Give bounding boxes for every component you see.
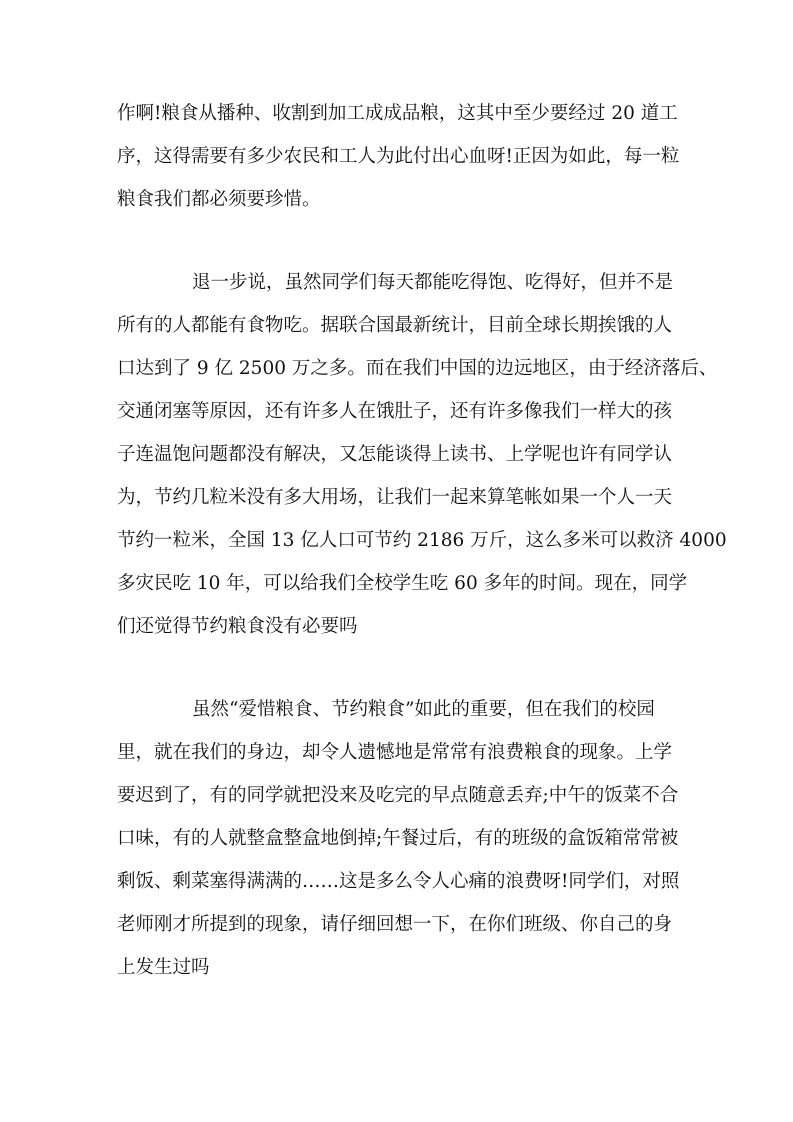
paragraph-2-line-2: 所有的人都能有食物吃。据联合国最新统计，目前全球长期挨饿的人 — [117, 315, 673, 336]
paragraph-1-line-1: 作啊!粮食从播种、收割到加工成成品粮，这其中至少要经过 20 道工 — [117, 103, 678, 124]
paragraph-2-line-1: 退一步说，虽然同学们每天都能吃得饱、吃得好，但并不是 — [192, 272, 674, 293]
paragraph-3-line-6: 老师刚才所提到的现象，请仔细回想一下，在你们班级、你自己的身 — [117, 914, 673, 935]
paragraph-1-line-2: 序，这得需要有多少农民和工人为此付出心血呀!正因为如此，每一粒 — [117, 146, 680, 167]
paragraph-3-line-1: 虽然“爱惜粮食、节约粮食”如此的重要，但在我们的校园 — [192, 699, 655, 720]
paragraph-1-line-3: 粮食我们都必须要珍惜。 — [117, 189, 321, 210]
paragraph-2-line-5: 子连温饱问题都没有解决，又怎能谈得上读书、上学呢也许有同学认 — [117, 444, 673, 465]
paragraph-3-line-4: 口味，有的人就整盒整盒地倒掉;午餐过后，有的班级的盒饭箱常常被 — [117, 828, 679, 849]
paragraph-2-line-6: 为，节约几粒米没有多大用场，让我们一起来算笔帐如果一个人一天 — [117, 487, 673, 508]
paragraph-3-line-2: 里，就在我们的身边，却令人遗憾地是常常有浪费粮食的现象。上学 — [117, 742, 673, 763]
paragraph-3-line-7: 上发生过吗 — [117, 957, 210, 978]
paragraph-2-line-7: 节约一粒米，全国 13 亿人口可节约 2186 万斤，这么多米可以救济 4000 — [117, 530, 727, 551]
paragraph-2-line-8: 多灾民吃 10 年，可以给我们全校学生吃 60 多年的时间。现在，同学 — [117, 573, 688, 594]
paragraph-2-line-4: 交通闭塞等原因，还有许多人在饿肚子，还有许多像我们一样大的孩 — [117, 401, 673, 422]
paragraph-2-line-9: 们还觉得节约粮食没有必要吗 — [117, 616, 358, 637]
paragraph-3-line-5: 剩饭、剩菜塞得满满的……这是多么令人心痛的浪费呀!同学们，对照 — [117, 871, 680, 892]
paragraph-2-line-3: 口达到了 9 亿 2500 万之多。而在我们中国的边远地区，由于经济落后、 — [117, 358, 718, 379]
paragraph-3-line-3: 要迟到了，有的同学就把没来及吃完的早点随意丢弃;中午的饭菜不合 — [117, 785, 679, 806]
